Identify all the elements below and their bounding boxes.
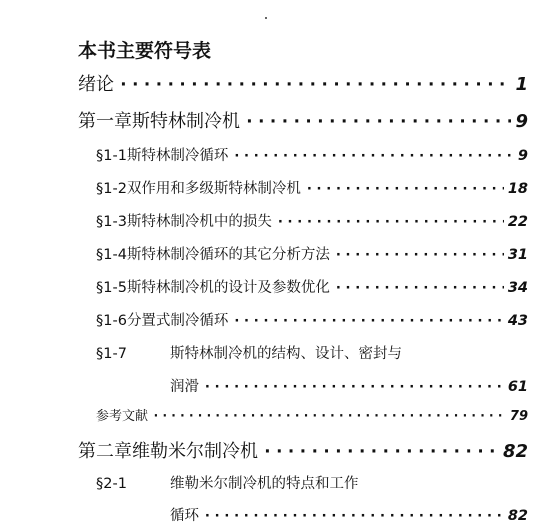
- page-number: 43: [507, 313, 528, 329]
- entry-label: 斯特林制冷机: [132, 111, 240, 132]
- page-number: 9: [515, 111, 528, 132]
- section-number: §1-5: [96, 280, 127, 296]
- leader-dots: [203, 379, 504, 395]
- chapter-number: 第一章: [78, 111, 132, 132]
- toc-entry-section-1-7[interactable]: [96, 342, 402, 363]
- section-number: §1-3: [96, 214, 127, 230]
- leader-dots: [244, 111, 511, 132]
- leader-dots: [334, 280, 504, 296]
- page-number: 82: [502, 441, 528, 462]
- entry-label: 维勒米尔制冷机: [132, 441, 258, 462]
- entry-label: 分置式制冷循环: [126, 313, 229, 329]
- toc-entry-section-2-1[interactable]: [96, 472, 359, 493]
- leader-dots: [118, 74, 511, 95]
- entry-label: 参考文献: [96, 409, 149, 424]
- entry-label: 斯特林制冷机的结构、设计、密封与: [170, 346, 402, 362]
- entry-label-continued: 循环: [170, 508, 199, 524]
- leader-dots: [262, 441, 499, 462]
- page-number: 9: [517, 148, 528, 164]
- toc-entry-section-1-5[interactable]: [96, 276, 528, 297]
- toc-entry-references[interactable]: [96, 405, 528, 424]
- section-number: §2-1: [96, 476, 127, 492]
- toc-entry-chapter-1[interactable]: [78, 107, 528, 133]
- entry-label-continued: 润滑: [170, 379, 199, 395]
- section-number: §1-4: [96, 247, 127, 263]
- toc-entry-chapter-2[interactable]: [78, 437, 528, 463]
- leader-dots: [305, 181, 504, 197]
- toc-entry-section-1-7-continued[interactable]: [170, 375, 528, 396]
- leader-dots: [203, 508, 504, 524]
- page-number: 61: [507, 379, 528, 395]
- section-number: §1-2: [96, 181, 127, 197]
- entry-label: 双作用和多级斯特林制冷机: [126, 181, 301, 197]
- toc-entry-section-1-6[interactable]: [96, 309, 528, 330]
- toc-entry-section-1-4[interactable]: [96, 243, 528, 264]
- page-number: 79: [509, 409, 528, 424]
- leader-dots: [276, 214, 504, 230]
- scan-speck: [265, 17, 267, 19]
- toc-entry-section-2-1-continued[interactable]: [170, 504, 528, 525]
- toc-entry-section-1-2[interactable]: [96, 177, 528, 198]
- entry-label: 绪论: [78, 74, 114, 95]
- section-number: §1-6: [96, 313, 127, 329]
- toc-entry-section-1-1[interactable]: [96, 144, 528, 165]
- entry-label: 斯特林制冷循环: [126, 148, 229, 164]
- entry-label: 斯特林制冷机中的损失: [126, 214, 272, 230]
- leader-dots: [232, 313, 503, 329]
- page-number: 34: [507, 280, 528, 296]
- leader-dots: [152, 409, 506, 424]
- toc-entry-intro[interactable]: [78, 70, 528, 96]
- page-number: 82: [507, 508, 528, 524]
- page-number: 22: [507, 214, 528, 230]
- toc-title: 本书主要符号表: [78, 40, 212, 62]
- section-number: §1-1: [96, 148, 127, 164]
- entry-label: 斯特林制冷机的设计及参数优化: [126, 280, 330, 296]
- toc-entry-section-1-3[interactable]: [96, 210, 528, 231]
- entry-label: 斯特林制冷循环的其它分析方法: [126, 247, 330, 263]
- page-number: 18: [507, 181, 528, 197]
- section-number: §1-7: [96, 346, 127, 362]
- chapter-number: 第二章: [78, 441, 132, 462]
- page-number: 1: [515, 74, 528, 95]
- page-number: 31: [507, 247, 528, 263]
- leader-dots: [232, 148, 513, 164]
- leader-dots: [334, 247, 504, 263]
- entry-label: 维勒米尔制冷机的特点和工作: [170, 476, 359, 492]
